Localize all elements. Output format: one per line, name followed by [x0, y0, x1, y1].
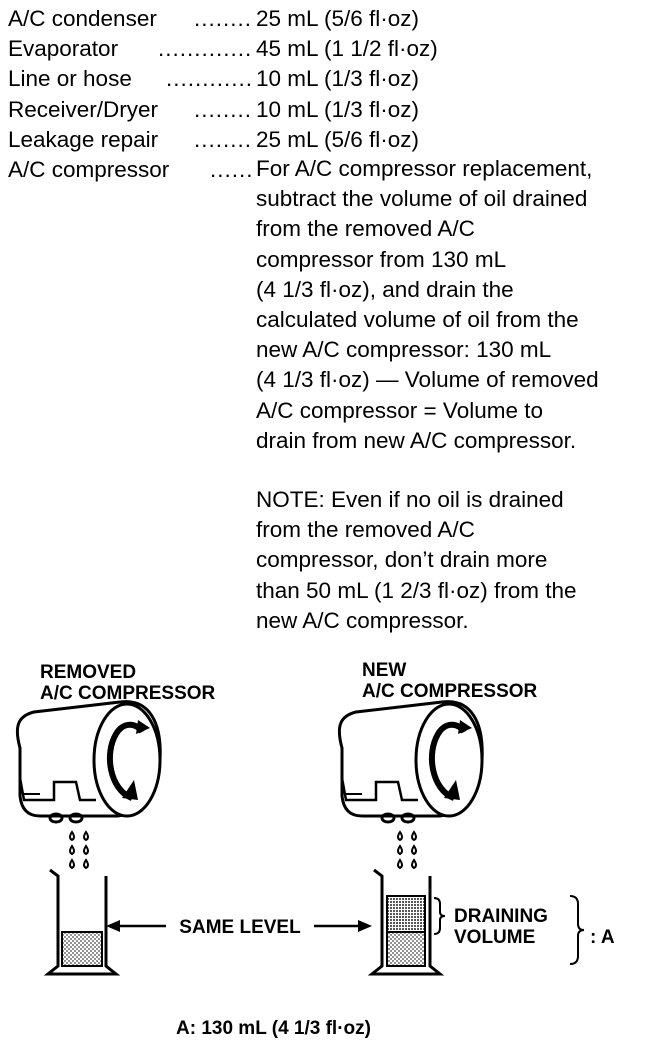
removed-measuring-cylinder-icon — [48, 870, 116, 974]
note-line: new A/C compressor. — [256, 607, 469, 633]
instruction-line: For A/C compressor replacement, — [256, 156, 593, 181]
diagram-drawing — [0, 640, 672, 1054]
leader-dots: ........ — [194, 126, 253, 152]
footer-note: A: 130 mL (4 1/3 fl·oz) — [176, 1018, 371, 1039]
instruction-line: subtract the volume of oil drained — [256, 186, 588, 212]
instruction-line: new A/C compressor: 130 mL — [256, 337, 552, 363]
spec-row-evaporator — [8, 34, 668, 64]
instruction-line: A/C compressor = Volume to — [256, 397, 543, 423]
spec-row-line-hose — [8, 64, 668, 94]
spec-value: 10 mL (1/3 fl·oz) — [256, 66, 419, 92]
same-level-label: SAME LEVEL — [179, 917, 301, 938]
compressor-instructions — [256, 154, 666, 456]
oil-drain-diagram — [0, 640, 672, 1054]
spec-label: Receiver/Dryer — [8, 96, 159, 122]
new-compressor-icon — [339, 702, 482, 822]
instruction-line: drain from new A/C compressor. — [256, 427, 577, 453]
spec-label: Leakage repair — [8, 126, 159, 152]
spec-row-leakage-repair — [8, 125, 668, 155]
leader-dots: ............ — [166, 66, 254, 92]
removed-oil-drops-icon — [70, 832, 88, 868]
leader-dots: ........ — [194, 6, 253, 31]
leader-dots: ........ — [194, 96, 253, 122]
caption-line: NEW — [362, 660, 407, 681]
instruction-line: (4 1/3 fl·oz), and drain the — [256, 276, 514, 302]
draining-label-line1: DRAINING — [454, 906, 548, 927]
instruction-line: compressor from 130 mL — [256, 246, 507, 272]
note-line: NOTE: Even if no oil is drained — [256, 487, 564, 512]
new-oil-drops-icon — [398, 832, 416, 868]
new-measuring-cylinder-icon — [372, 870, 440, 974]
removed-compressor-icon — [17, 702, 160, 822]
instruction-line: calculated volume of oil from the — [256, 307, 579, 333]
spec-label: Evaporator — [8, 36, 119, 62]
leader-dots: ...... — [210, 156, 254, 182]
a-label: : A — [590, 927, 615, 948]
note-line: compressor, don’t drain more — [256, 547, 548, 573]
spec-value: 45 mL (1 1/2 fl·oz) — [256, 36, 438, 62]
spec-value: 10 mL (1/3 fl·oz) — [256, 96, 419, 122]
spec-label: A/C condenser — [8, 6, 157, 31]
spec-label: Line or hose — [8, 66, 132, 92]
spec-row-receiver-dryer — [8, 95, 668, 125]
note-block — [256, 485, 666, 636]
caption-line: A/C COMPRESSOR — [362, 681, 538, 702]
caption-line: A/C COMPRESSOR — [40, 683, 216, 704]
leader-dots: ............. — [158, 36, 253, 62]
note-line: than 50 mL (1 2/3 fl·oz) from the — [256, 577, 577, 603]
caption-line: REMOVED — [40, 662, 137, 683]
spec-value: 25 mL (5/6 fl·oz) — [256, 126, 419, 152]
spec-value: 25 mL (5/6 fl·oz) — [256, 6, 419, 31]
note-line: from the removed A/C — [256, 517, 475, 543]
instruction-line: from the removed A/C — [256, 216, 475, 242]
instruction-line: (4 1/3 fl·oz) — Volume of removed — [256, 367, 599, 393]
spec-row-condenser — [8, 4, 668, 34]
spec-label: A/C compressor — [8, 156, 170, 182]
draining-label-line2: VOLUME — [454, 927, 536, 948]
